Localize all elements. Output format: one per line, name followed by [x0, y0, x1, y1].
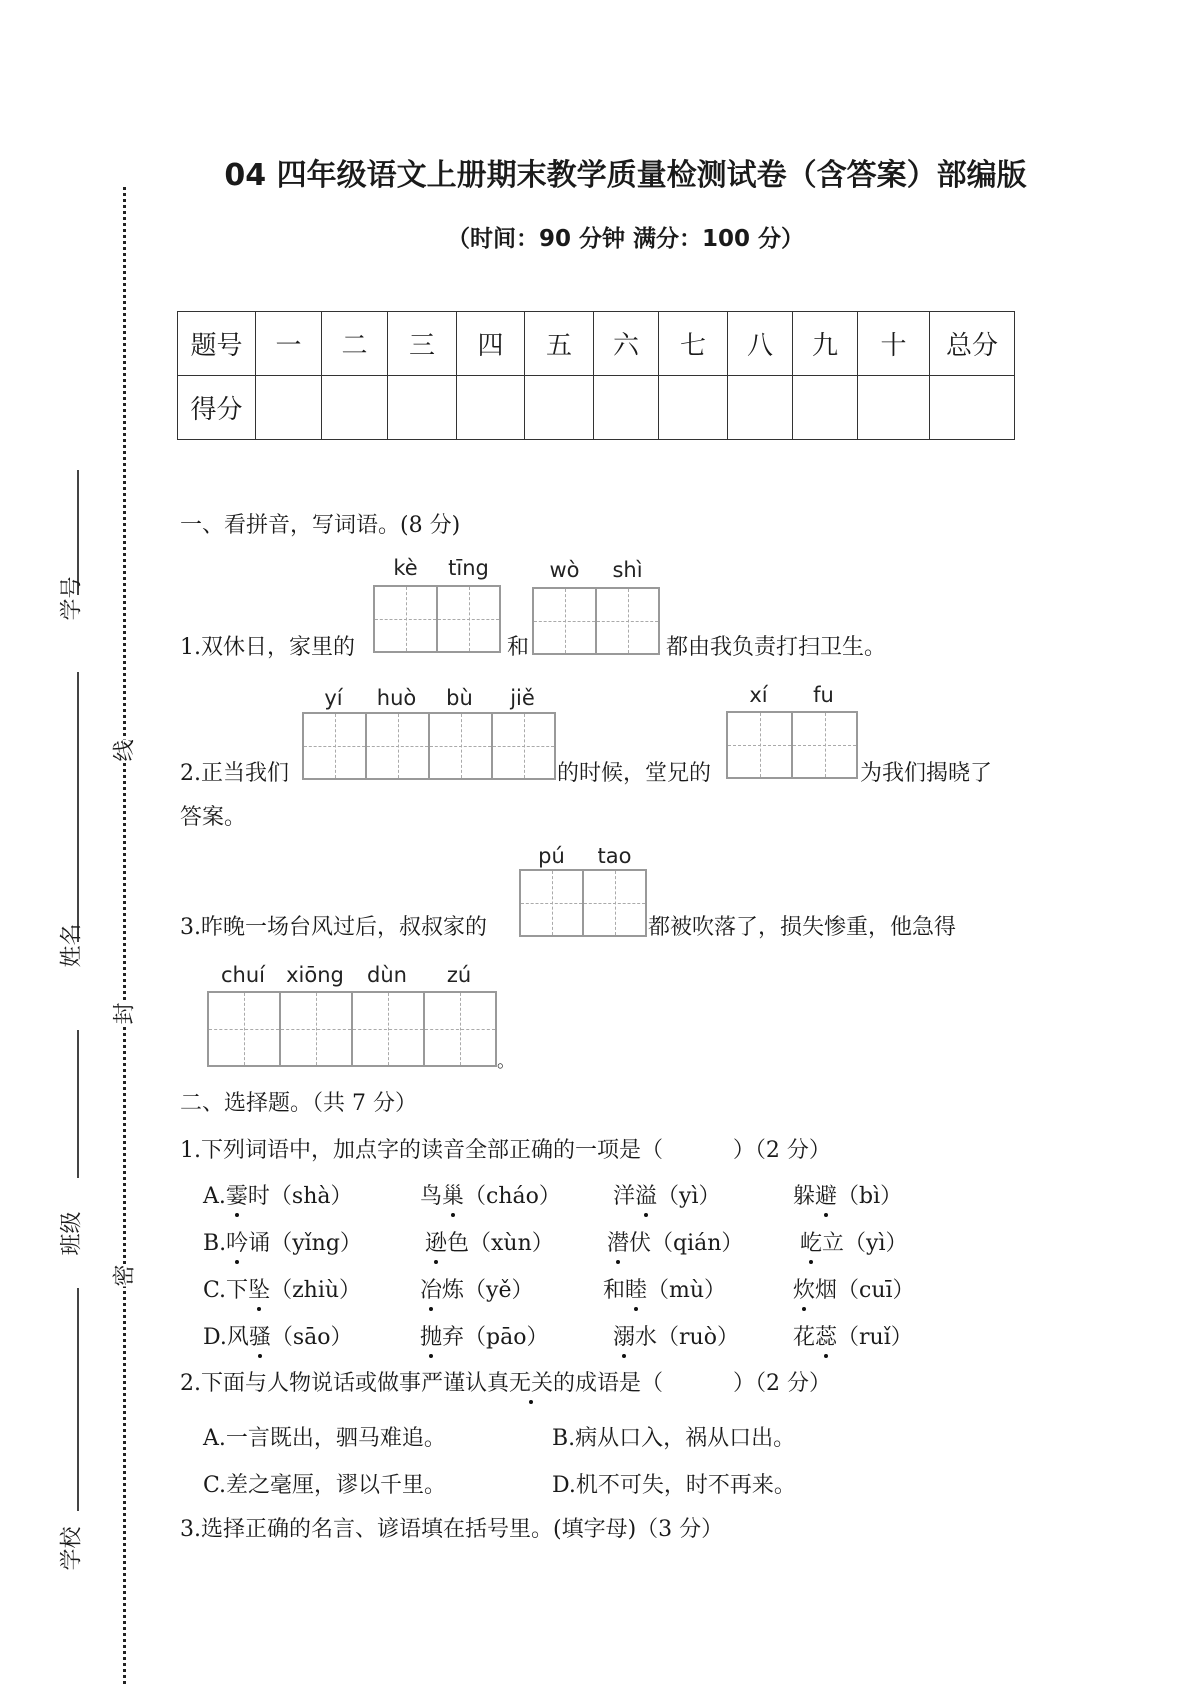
score-table-score-row [178, 376, 1015, 440]
option-letter: D. [203, 1325, 227, 1350]
dotted-char: 霎 [225, 1184, 248, 1209]
dotted-char: 骚 [248, 1325, 271, 1350]
s2-q1-option-d[interactable]: D.风骚（sāo） [203, 1325, 353, 1350]
s2-q2-stem: 2.下面与人物说话或做事严谨认真无关的成语是（ ）（2 分） [180, 1371, 831, 1396]
option-letter: A. [203, 1184, 226, 1209]
s2-q1-stem: 1.下列词语中，加点字的读音全部正确的一项是（ ）（2 分） [180, 1138, 831, 1163]
score-cell-4[interactable] [457, 376, 525, 440]
name-label: 姓名 [59, 923, 85, 968]
dotted-char: 无关 [509, 1371, 554, 1396]
writing-grid-q3a[interactable] [519, 869, 647, 937]
s2-q1-option-a-item2: 鸟巢（cháo） [420, 1184, 561, 1209]
pinyin: xiōng [286, 963, 344, 987]
q2-text-prefix: 2.正当我们 [180, 761, 289, 786]
q1-text-mid: 和 [507, 635, 530, 660]
grid-cell[interactable] [521, 871, 584, 935]
score-table [177, 311, 1015, 440]
grid-cell[interactable] [209, 993, 281, 1065]
score-cell-8[interactable] [728, 376, 793, 440]
score-cell-1[interactable] [256, 376, 322, 440]
pinyin: bù [446, 686, 473, 710]
s2-q1-option-b-item3: 潜伏（qián） [607, 1231, 744, 1256]
pinyin: zú [446, 963, 472, 987]
pinyin: shì [612, 558, 643, 582]
col-9: 九 [793, 312, 858, 376]
dotted-char: 吟 [226, 1231, 249, 1256]
s2-q2-option-a[interactable]: A.一言既出，驷马难追。 [203, 1426, 446, 1451]
col-7: 七 [659, 312, 728, 376]
score-cell-6[interactable] [594, 376, 659, 440]
dotted-char: 蕊 [815, 1325, 838, 1350]
grid-cell[interactable] [584, 871, 647, 935]
writing-grid-q3b[interactable] [207, 991, 497, 1067]
q1-text-prefix: 1.双休日，家里的 [180, 635, 355, 660]
grid-cell[interactable] [438, 587, 501, 651]
option-letter: C. [203, 1278, 227, 1303]
seal-word-feng: 封 [108, 1002, 139, 1024]
grid-cell[interactable] [425, 993, 497, 1065]
s2-q1-option-a[interactable]: A.霎时（shà） [203, 1184, 353, 1209]
q3-text-suffix: 都被吹落了，损失惨重，他急得 [648, 915, 957, 940]
score-cell-5[interactable] [525, 376, 594, 440]
dotted-char: 巢 [442, 1184, 465, 1209]
dotted-char: 坠 [248, 1278, 271, 1303]
exam-subtitle: （时间：90 分钟 满分：100 分） [446, 226, 805, 252]
q2-text-mid: 的时候，堂兄的 [557, 761, 712, 786]
score-cell-9[interactable] [793, 376, 858, 440]
score-cell-2[interactable] [322, 376, 388, 440]
q2-text-suffix: 为我们揭晓了 [860, 761, 993, 786]
s2-q1-option-d-item2: 抛弃（pāo） [420, 1325, 549, 1350]
dotted-char: 炊 [793, 1278, 816, 1303]
pinyin: tao [597, 844, 632, 868]
grid-cell[interactable] [793, 713, 858, 777]
pinyin: pú [538, 844, 565, 868]
class-line[interactable] [77, 1030, 79, 1178]
s2-q3-stem: 3.选择正确的名言、谚语填在括号里。(填字母)（3 分） [180, 1517, 724, 1542]
col-2: 二 [322, 312, 388, 376]
pinyin: tīng [448, 556, 489, 580]
col-6: 六 [594, 312, 659, 376]
seal-word-xian: 线 [108, 739, 139, 761]
seal-word-mi: 密 [108, 1264, 139, 1286]
score-cell-3[interactable] [388, 376, 457, 440]
q2-text-line2: 答案。 [180, 805, 247, 830]
grid-cell[interactable] [367, 714, 430, 778]
s2-q1-option-b-item4: 屹立（yì） [800, 1231, 908, 1256]
col-5: 五 [525, 312, 594, 376]
grid-cell[interactable] [375, 587, 438, 651]
writing-grid-q2b[interactable] [726, 711, 858, 779]
row-label-question: 题号 [178, 312, 256, 376]
col-3: 三 [388, 312, 457, 376]
row-label-score: 得分 [178, 376, 256, 440]
grid-cell[interactable] [281, 993, 353, 1065]
col-total: 总分 [930, 312, 1015, 376]
col-1: 一 [256, 312, 322, 376]
pinyin: xí [749, 683, 768, 707]
grid-cell[interactable] [597, 589, 660, 653]
q3-text-prefix: 3.昨晚一场台风过后，叔叔家的 [180, 915, 487, 940]
seal-dotted-line [123, 187, 127, 1684]
q1-text-suffix: 都由我负责打扫卫生。 [666, 635, 887, 660]
pinyin: jiě [510, 686, 535, 710]
s2-q1-option-c-item2: 冶炼（yě） [420, 1278, 534, 1303]
grid-cell[interactable] [493, 714, 556, 778]
s2-q1-option-d-item3: 溺水（ruò） [613, 1325, 739, 1350]
s2-q1-option-c[interactable]: C.下坠（zhiù） [203, 1278, 362, 1303]
page-title: 04 四年级语文上册期末教学质量检测试卷（含答案）部编版 [224, 158, 1027, 193]
s2-q1-option-c-item3: 和睦（mù） [603, 1278, 727, 1303]
dotted-char: 潜 [607, 1231, 630, 1256]
pinyin: fu [813, 683, 834, 707]
s2-q1-option-b[interactable]: B.吟诵（yǐng） [203, 1231, 362, 1256]
col-4: 四 [457, 312, 525, 376]
grid-cell[interactable] [534, 589, 597, 653]
s2-q2-option-c[interactable]: C.差之毫厘，谬以千里。 [203, 1473, 447, 1498]
s2-q2-option-d[interactable]: D.机不可失，时不再来。 [552, 1473, 796, 1498]
s2-q1-option-a-item4: 躲避（bì） [793, 1184, 903, 1209]
dotted-char: 睦 [625, 1278, 648, 1303]
section2-heading: 二、选择题。（共 7 分） [180, 1091, 417, 1116]
class-label: 班级 [59, 1211, 85, 1256]
dotted-char: 避 [815, 1184, 838, 1209]
score-cell-total[interactable] [930, 376, 1015, 440]
writing-grid-q2a[interactable] [302, 712, 556, 780]
score-table-header-row [178, 312, 1015, 376]
s2-q1-option-b-item2: 逊色（xùn） [425, 1231, 554, 1256]
dotted-char: 溢 [635, 1184, 658, 1209]
pinyin: yí [324, 686, 343, 710]
pinyin: kè [393, 556, 418, 580]
writing-grid-q1b[interactable] [532, 587, 660, 655]
score-cell-10[interactable] [858, 376, 930, 440]
dotted-char: 屹 [800, 1231, 823, 1256]
grid-cell[interactable] [304, 714, 367, 778]
s2-q1-option-c-item4: 炊烟（cuī） [793, 1278, 915, 1303]
grid-cell[interactable] [353, 993, 425, 1065]
pinyin: wò [549, 558, 580, 582]
student-id-label: 学号 [59, 576, 85, 621]
school-label: 学校 [59, 1526, 85, 1571]
s2-q2-option-b[interactable]: B.病从口入，祸从口出。 [552, 1426, 796, 1451]
dotted-char: 溺 [613, 1325, 636, 1350]
grid-cell[interactable] [430, 714, 493, 778]
s2-q1-option-d-item4: 花蕊（ruǐ） [793, 1325, 913, 1350]
option-letter: B. [203, 1231, 227, 1256]
q3-text-end: 。 [497, 1051, 515, 1072]
dotted-char: 冶 [420, 1278, 443, 1303]
school-line[interactable] [77, 1288, 79, 1511]
col-8: 八 [728, 312, 793, 376]
dotted-char: 逊 [425, 1231, 448, 1256]
pinyin: huò [376, 686, 417, 710]
s2-q1-option-a-item3: 洋溢（yì） [613, 1184, 721, 1209]
section1-heading: 一、看拼音，写词语。(8 分) [180, 513, 461, 538]
pinyin: dùn [367, 963, 407, 987]
dotted-char: 抛 [420, 1325, 443, 1350]
grid-cell[interactable] [728, 713, 793, 777]
name-line[interactable] [77, 672, 79, 942]
writing-grid-q1a[interactable] [373, 585, 501, 653]
col-10: 十 [858, 312, 930, 376]
pinyin: chuí [221, 963, 265, 987]
score-cell-7[interactable] [659, 376, 728, 440]
